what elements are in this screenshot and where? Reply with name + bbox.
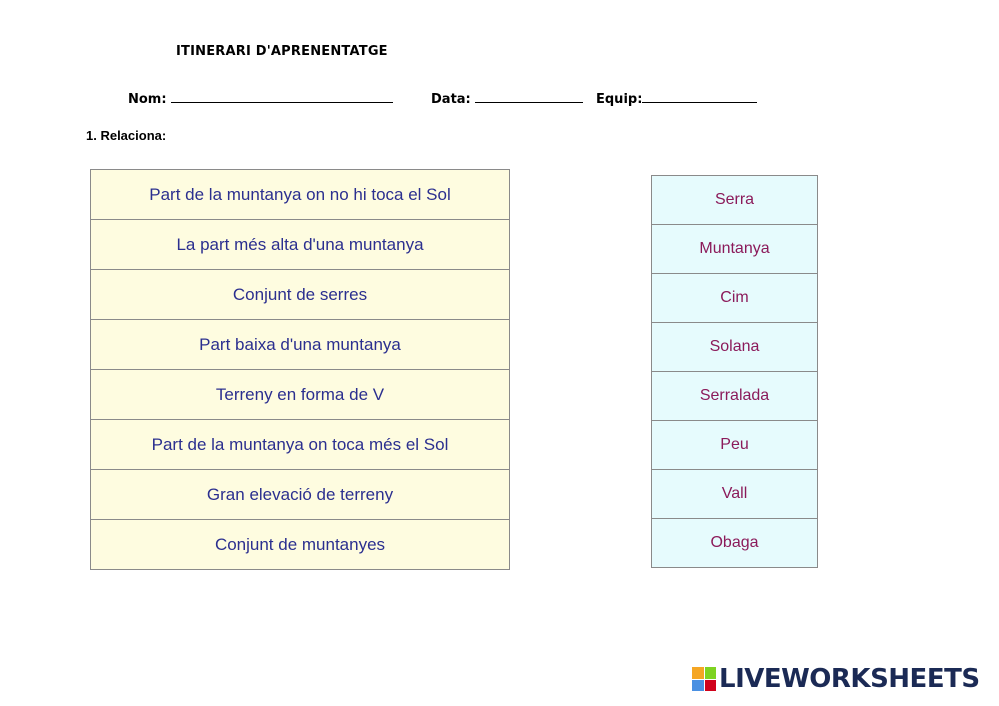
- definition-item[interactable]: Part baixa d'una muntanya: [91, 319, 509, 369]
- exercise-instruction: 1. Relaciona:: [86, 128, 167, 143]
- team-blank-line: [642, 90, 757, 103]
- liveworksheets-brand: [692, 664, 980, 694]
- definition-item[interactable]: Terreny en forma de V: [91, 369, 509, 419]
- definition-item[interactable]: Gran elevació de terreny: [91, 469, 509, 519]
- logo-square: [705, 680, 717, 692]
- definition-item[interactable]: Conjunt de serres: [91, 269, 509, 319]
- date-label: Data:: [431, 92, 471, 107]
- term-item[interactable]: Serra: [714, 191, 755, 208]
- worksheet-title: ITINERARI D'APRENENTATGE: [176, 44, 388, 59]
- logo-square: [705, 667, 717, 679]
- definition-item[interactable]: Part de la muntanya on no hi toca el Sol: [149, 184, 451, 204]
- term-item[interactable]: Peu: [652, 420, 817, 469]
- term-item[interactable]: Serralada: [652, 371, 817, 420]
- term-item[interactable]: Vall: [652, 469, 817, 518]
- team-label: Equip:: [596, 92, 643, 107]
- definition-item[interactable]: Conjunt de muntanyes: [91, 519, 509, 569]
- terms-column: [651, 175, 818, 568]
- logo-square: [692, 667, 704, 679]
- name-blank-line: [171, 90, 393, 103]
- term-item[interactable]: Cim: [652, 273, 817, 322]
- definition-item[interactable]: La part més alta d'una muntanya: [91, 219, 509, 269]
- definition-item[interactable]: Part de la muntanya on toca més el Sol: [91, 419, 509, 469]
- term-item[interactable]: Obaga: [652, 518, 817, 567]
- name-field: [128, 90, 393, 107]
- date-field: [431, 90, 583, 107]
- logo-square: [692, 680, 704, 692]
- date-blank-line: [475, 90, 583, 103]
- team-field: [596, 90, 757, 107]
- name-label: Nom:: [128, 92, 167, 107]
- term-item[interactable]: Solana: [652, 322, 817, 371]
- term-item[interactable]: Muntanya: [652, 224, 817, 273]
- definitions-column: [90, 169, 510, 570]
- liveworksheets-logo-icon: [692, 667, 716, 691]
- brand-name: LIVEWORKSHEETS: [719, 664, 980, 694]
